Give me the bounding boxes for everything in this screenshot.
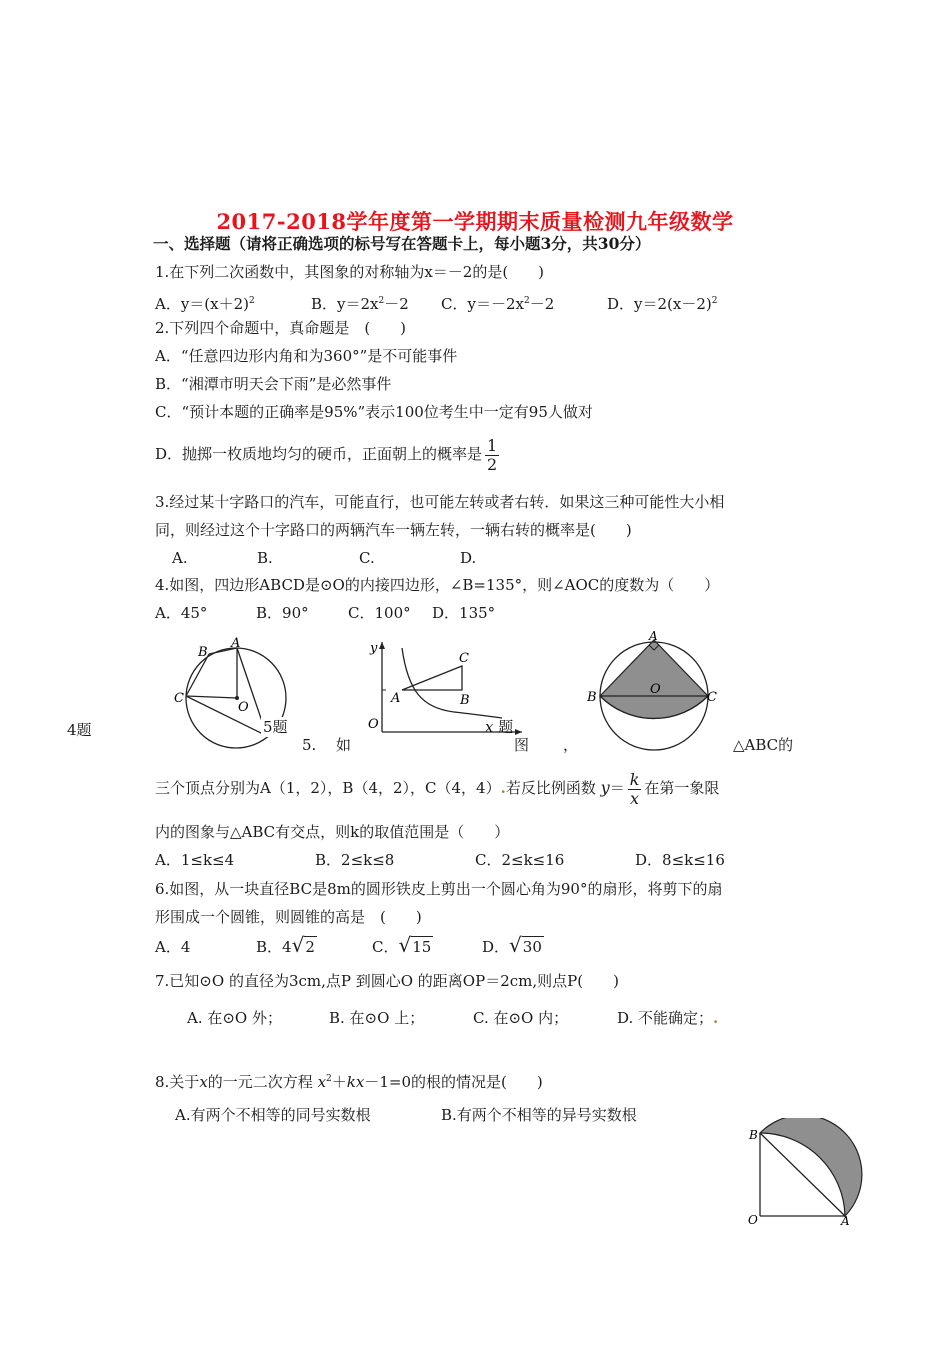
q5-option-a: A．1≤k≤4 — [155, 851, 235, 869]
q6-option-b: B．4√2 — [256, 933, 315, 957]
question-1-stem: 1.在下列二次函数中，其图象的对称轴为x＝－2的是( ) — [155, 263, 545, 281]
q5-stem-line2: 三个顶点分别为A（1，2），B（4，2），C（4，4）.若反比例函数 y＝ $\frac{k}{x}$ 在第一象限 — [155, 769, 720, 808]
fig8-label-a: A — [841, 1214, 850, 1228]
q2-option-b: B．“湘潭市明天会下雨”是必然事件 — [155, 375, 392, 393]
q4-option-a: A．45° — [155, 604, 208, 622]
fig6-label-o: O — [650, 682, 661, 697]
q6-option-d: D．√30 — [482, 933, 542, 957]
question-3-stem-line2: 同，则经过这个十字路口的两辆汽车一辆左转，一辆右转的概率是( ) — [155, 521, 632, 539]
q2-option-d: D．抛掷一枚质地均匀的硬币，正面朝上的概率是 $\frac{1}{2}$ — [155, 435, 498, 474]
q1-option-d: D．$y=2(x-2)^2$ — [607, 295, 718, 313]
q5-fragment-comma: ， — [563, 736, 579, 754]
q7-option-d: D. 不能确定；. — [617, 1009, 719, 1027]
q1-option-b: B．$y=2x^2-2$ — [311, 295, 409, 313]
q3-option-c: C. — [359, 549, 375, 567]
exam-title: 2017-2018学年度第一学期期末质量检测九年级数学 — [216, 209, 734, 234]
fraction-one-half: $\frac{1}{2}$ — [487, 435, 498, 474]
fig4-caption: 4题 — [67, 721, 92, 739]
q1-option-c: C．$y=-2x^2-2$ — [441, 295, 555, 313]
q5-fragment-tu: 图 — [514, 736, 530, 754]
fig5-label-o: O — [368, 717, 379, 732]
q6-option-c: C．√15 — [372, 933, 432, 957]
q3-option-a: A. — [172, 549, 188, 567]
section-heading: 一、选择题（请将正确选项的标号写在答题卡上，每小题3分，共30分） — [153, 234, 651, 253]
q2-option-a: A．“任意四边形内角和为360°”是不可能事件 — [155, 347, 458, 365]
question-2-stem: 2.下列四个命题中，真命题是 ( ) — [155, 319, 407, 337]
q3-option-b: B. — [257, 549, 273, 567]
figure-q8-shaded — [745, 1118, 865, 1230]
q2-option-c: C．“预计本题的正确率是95%”表示100位考生中一定有95人做对 — [155, 403, 593, 421]
q6-option-a: A．4 — [155, 938, 191, 956]
q4-option-b: B．90° — [256, 604, 309, 622]
q3-option-d: D. — [460, 549, 477, 567]
q5-option-c: C．2≤k≤16 — [475, 851, 565, 869]
q5-fragment-ru: 如 — [336, 736, 352, 754]
figure-q6-sector — [583, 628, 731, 752]
question-4-stem: 4.如图，四边形ABCD是⊙O的内接四边形，∠B=135°，则∠AOC的度数为（ ） — [155, 576, 720, 594]
question-8-stem: 8.关于x的一元二次方程 $x^2+kx-1=0$的根的情况是( ) — [155, 1073, 543, 1091]
question-6-stem-line2: 形围成一个圆锥，则圆锥的高是 ( ) — [155, 908, 422, 926]
q5-fragment-abc: △ABC的 — [733, 736, 794, 754]
fig4-label-b: B — [198, 645, 208, 660]
fig5-label-a: A — [391, 691, 401, 706]
fig8-label-o: O — [748, 1213, 758, 1227]
q5-option-d: D．8≤k≤16 — [635, 851, 725, 869]
q4-option-d: D．135° — [432, 604, 496, 622]
fig5-axis-x-caption: x 题 — [485, 718, 514, 736]
fig5-label-b: B — [460, 693, 470, 708]
fig5-caption-b: 题 — [498, 718, 514, 736]
q5-fragment-num: 5. — [302, 736, 317, 754]
question-6-stem-line1: 6.如图，从一块直径BC是8m的圆形铁皮上剪出一个圆心角为90°的扇形，将剪下的扇 — [155, 880, 723, 898]
q8-option-a: A.有两个不相等的同号实数根 — [175, 1106, 371, 1124]
fig5-label-y: y — [370, 641, 378, 656]
fig8-label-b: B — [749, 1128, 758, 1142]
q5-option-b: B．2≤k≤8 — [315, 851, 395, 869]
fig6-label-b: B — [587, 690, 597, 705]
fig4-label-o: O — [238, 700, 249, 715]
q7-option-b: B. 在⊙O 上； — [329, 1009, 425, 1027]
q4-option-c: C．100° — [348, 604, 411, 622]
question-7-stem: 7.已知⊙O 的直径为3cm,点P 到圆心O 的距离OP＝2cm,则点P( ) — [155, 972, 619, 990]
fig4-label-c: C — [174, 691, 184, 706]
fig5-label-c: C — [459, 651, 469, 666]
fig5-caption: 5题 — [263, 718, 288, 736]
q5-stem-line3: 内的图象与△ABC有交点，则k的取值范围是（ ） — [155, 823, 510, 841]
figure-q4-circle — [165, 636, 315, 756]
q1-option-a: A．$y=(x+2)^2$ — [155, 295, 255, 313]
fig6-label-c: C — [707, 690, 717, 705]
q7-option-a: A. 在⊙O 外； — [187, 1009, 283, 1027]
fraction-k-over-x: $\frac{k}{x}$ — [629, 769, 640, 808]
q8-option-b: B.有两个不相等的异号实数根 — [441, 1106, 637, 1124]
q7-option-c: C. 在⊙O 内； — [473, 1009, 569, 1027]
question-3-stem-line1: 3.经过某十字路口的汽车，可能直行，也可能左转或者右转．如果这三种可能性大小相 — [155, 493, 725, 511]
fig4-label-a: A — [231, 636, 241, 651]
fig6-label-a: A — [649, 629, 658, 643]
